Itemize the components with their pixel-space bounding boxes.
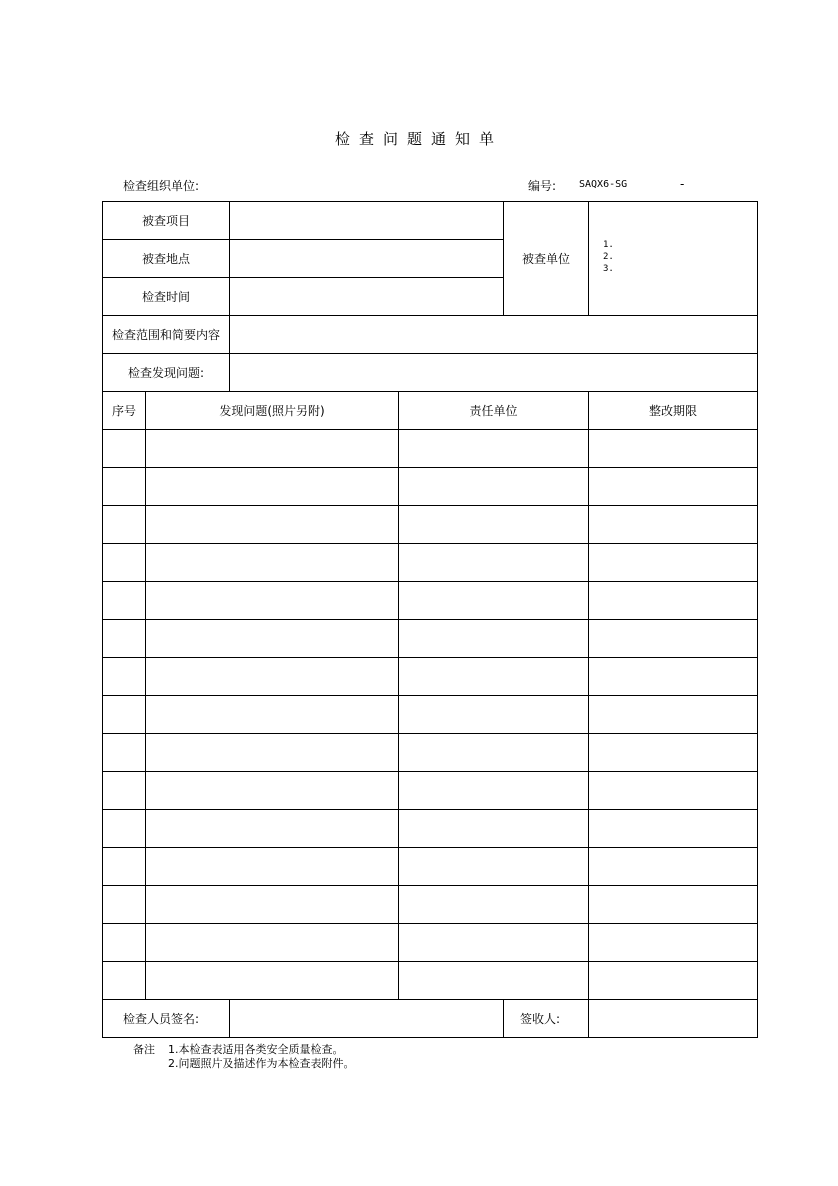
inspected-unit-field[interactable] (589, 202, 758, 316)
row-seq-cell[interactable] (103, 696, 146, 734)
responsible-header: 责任单位 (399, 392, 589, 430)
row-responsible-cell[interactable] (399, 506, 589, 544)
row-issue-cell[interactable] (146, 848, 399, 886)
row-issue-cell[interactable] (146, 886, 399, 924)
row-responsible-cell[interactable] (399, 848, 589, 886)
row-responsible-cell[interactable] (399, 734, 589, 772)
note-item: 2.问题照片及描述作为本检查表附件。 (168, 1057, 355, 1070)
row-seq-cell[interactable] (103, 924, 146, 962)
row-seq-cell[interactable] (103, 468, 146, 506)
note-item: 1.本检查表适用各类安全质量检查。 (168, 1043, 344, 1056)
table-row (103, 810, 758, 848)
receiver-label: 签收人: (504, 1000, 589, 1038)
row-issue-cell[interactable] (146, 468, 399, 506)
row-seq-cell[interactable] (103, 810, 146, 848)
inspected-item-field[interactable] (230, 202, 504, 240)
row-responsible-cell[interactable] (399, 924, 589, 962)
row-responsible-cell[interactable] (399, 886, 589, 924)
row-seq-cell[interactable] (103, 886, 146, 924)
row-deadline-cell[interactable] (589, 696, 758, 734)
table-row (103, 544, 758, 582)
row-deadline-cell[interactable] (589, 582, 758, 620)
table-row (103, 696, 758, 734)
row-deadline-cell[interactable] (589, 962, 758, 1000)
table-row (103, 772, 758, 810)
row-issue-cell[interactable] (146, 620, 399, 658)
page-title: 检查问题通知单 (334, 130, 503, 148)
row-responsible-cell[interactable] (399, 582, 589, 620)
row-deadline-cell[interactable] (589, 848, 758, 886)
inspected-place-label: 被查地点 (103, 240, 230, 278)
org-label: 检查组织单位: (123, 179, 200, 193)
row-seq-cell[interactable] (103, 962, 146, 1000)
table-row (103, 506, 758, 544)
inspected-place-field[interactable] (230, 240, 504, 278)
table-row (103, 962, 758, 1000)
row-seq-cell[interactable] (103, 772, 146, 810)
row-issue-cell[interactable] (146, 810, 399, 848)
inspected-item-label: 被查项目 (103, 202, 230, 240)
row-issue-cell[interactable] (146, 734, 399, 772)
inspector-signature-field[interactable] (230, 1000, 504, 1038)
row-deadline-cell[interactable] (589, 886, 758, 924)
inspector-signature-label: 检查人员签名: (103, 1000, 230, 1038)
row-deadline-cell[interactable] (589, 734, 758, 772)
row-seq-cell[interactable] (103, 620, 146, 658)
row-deadline-cell[interactable] (589, 810, 758, 848)
row-seq-cell[interactable] (103, 848, 146, 886)
row-seq-cell[interactable] (103, 658, 146, 696)
table-row (103, 886, 758, 924)
row-responsible-cell[interactable] (399, 430, 589, 468)
row-deadline-cell[interactable] (589, 620, 758, 658)
row-issue-cell[interactable] (146, 962, 399, 1000)
row-seq-cell[interactable] (103, 582, 146, 620)
row-responsible-cell[interactable] (399, 810, 589, 848)
row-seq-cell[interactable] (103, 430, 146, 468)
inspection-time-label: 检查时间 (103, 278, 230, 316)
row-issue-cell[interactable] (146, 658, 399, 696)
row-deadline-cell[interactable] (589, 658, 758, 696)
inspection-form-table (102, 201, 758, 1038)
unit-line-2: 2. (603, 252, 614, 262)
row-responsible-cell[interactable] (399, 962, 589, 1000)
deadline-header: 整改期限 (589, 392, 758, 430)
row-deadline-cell[interactable] (589, 506, 758, 544)
row-seq-cell[interactable] (103, 544, 146, 582)
inspection-time-field[interactable] (230, 278, 504, 316)
row-deadline-cell[interactable] (589, 924, 758, 962)
table-row (103, 468, 758, 506)
table-row (103, 620, 758, 658)
notes-label: 备注 (133, 1043, 155, 1056)
row-issue-cell[interactable] (146, 430, 399, 468)
row-seq-cell[interactable] (103, 734, 146, 772)
row-seq-cell[interactable] (103, 506, 146, 544)
row-responsible-cell[interactable] (399, 620, 589, 658)
row-responsible-cell[interactable] (399, 544, 589, 582)
notes (133, 1043, 355, 1071)
scope-field[interactable] (230, 316, 758, 354)
row-issue-cell[interactable] (146, 772, 399, 810)
unit-line-3: 3. (603, 264, 614, 274)
row-issue-cell[interactable] (146, 924, 399, 962)
row-responsible-cell[interactable] (399, 772, 589, 810)
code-value: SAQX6-SG (579, 179, 628, 190)
row-responsible-cell[interactable] (399, 468, 589, 506)
code-label: 编号: (528, 179, 557, 193)
row-deadline-cell[interactable] (589, 544, 758, 582)
unit-line-1: 1. (603, 240, 614, 250)
row-responsible-cell[interactable] (399, 696, 589, 734)
code-dash: - (680, 177, 685, 191)
issues-found-label: 检查发现问题: (103, 354, 230, 392)
issues-found-field[interactable] (230, 354, 758, 392)
row-issue-cell[interactable] (146, 696, 399, 734)
table-row (103, 734, 758, 772)
table-row (103, 924, 758, 962)
receiver-field[interactable] (589, 1000, 758, 1038)
seq-header: 序号 (103, 392, 146, 430)
inspected-unit-label: 被查单位 (504, 202, 589, 316)
table-row (103, 658, 758, 696)
row-issue-cell[interactable] (146, 544, 399, 582)
table-row (103, 582, 758, 620)
scope-label: 检查范围和简要内容 (103, 316, 230, 354)
row-responsible-cell[interactable] (399, 658, 589, 696)
row-issue-cell[interactable] (146, 582, 399, 620)
row-deadline-cell[interactable] (589, 430, 758, 468)
row-deadline-cell[interactable] (589, 468, 758, 506)
row-deadline-cell[interactable] (589, 772, 758, 810)
table-row (103, 848, 758, 886)
row-issue-cell[interactable] (146, 506, 399, 544)
table-row (103, 430, 758, 468)
issue-header: 发现问题(照片另附) (146, 392, 399, 430)
